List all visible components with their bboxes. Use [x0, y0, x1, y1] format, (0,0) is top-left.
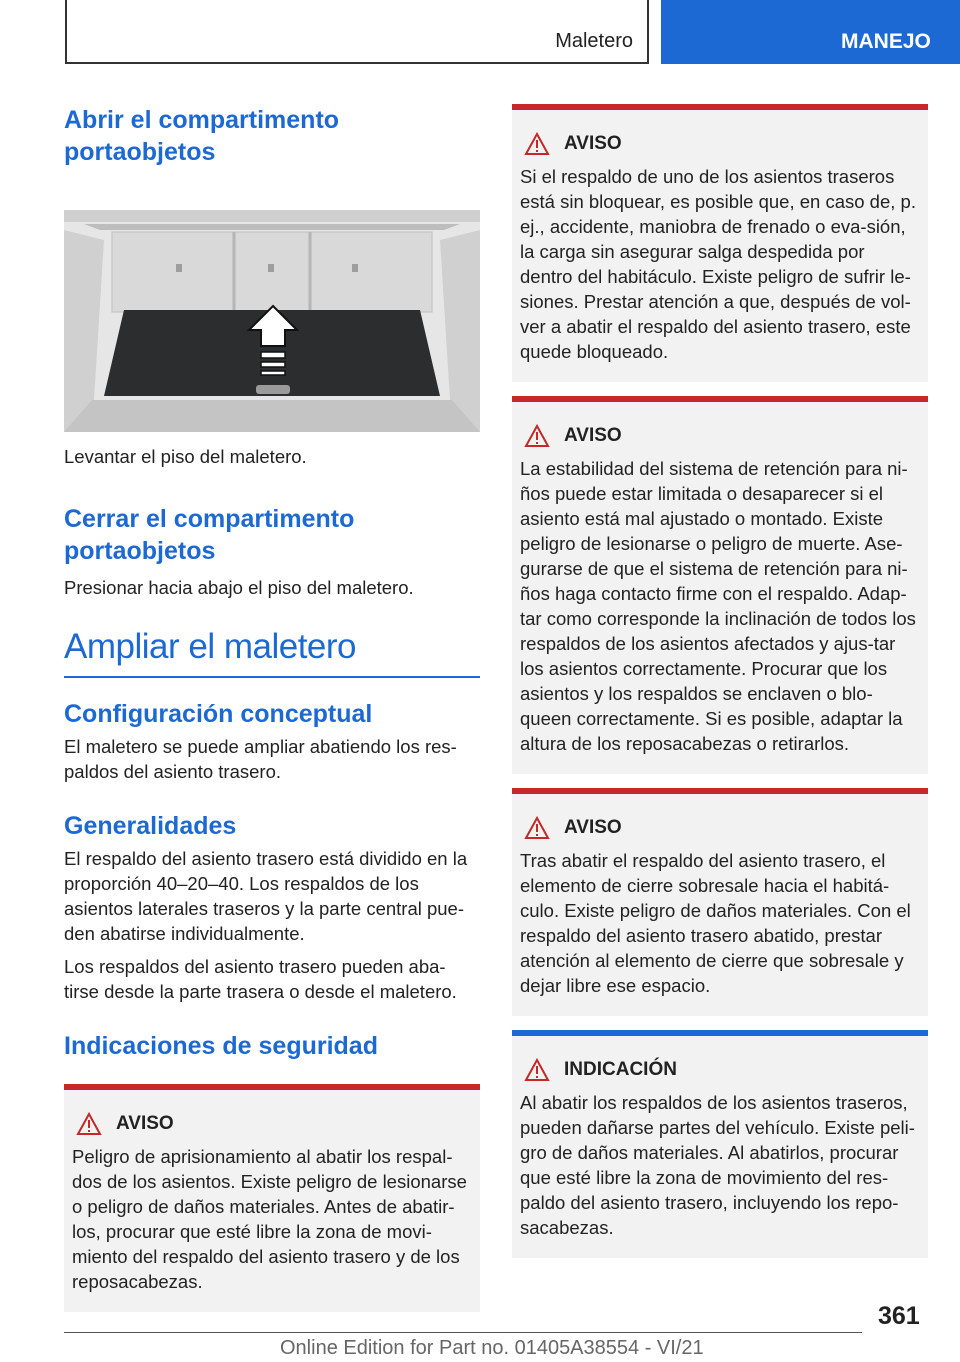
left-column [64, 104, 480, 1312]
general-text-2: Los respaldos del asiento trasero pueden aba-tirse desde la parte trasera o desde el maletero. [64, 956, 457, 1002]
header-section-title: Maletero [555, 30, 633, 52]
footer-divider [64, 1332, 862, 1333]
warning-triangle-icon [524, 132, 550, 156]
section-main-title: Ampliar el maletero [64, 626, 480, 678]
warning-header [520, 816, 920, 840]
footer-edition: Online Edition for Part no. 01405A38554 - VI/21 [280, 1337, 704, 1359]
warning-triangle-icon [524, 816, 550, 840]
concept-text: El maletero se puede ampliar abatiendo los res-paldos del asiento trasero. [64, 736, 457, 782]
warning-text: La estabilidad del sistema de retención para ni-ños puede estar limitada o desaparecer si el asiento está mal ajustado o montado. Existe peligro de lesionarse o peligro de muerte. Ase-gurarse de que el sistema de retención para ni-ños haga contacto firme con el respaldo. Adap-tar como corresponde la inclinación de todos los respaldos de los asientos afectados y ajus-tar los asientos correctamente. Procurar que los asientos y los respaldos se enclaven o blo-queen correctamente. Si es posible, adaptar la altura de los reposacabezas o retirarlos. [520, 458, 916, 754]
warning-label: AVISO [116, 1113, 174, 1134]
chapter-tab[interactable]: MANEJO [661, 0, 960, 64]
warning-text: Tras abatir el respaldo del asiento trasero, el elemento de cierre sobresale hacia el habitá-culo. Existe peligro de daños materiales. Con el respaldo del asiento trasero abatido, prestar atención al elemento de cierre que sobresale y dejar libre ese espacio. [520, 850, 911, 996]
warning-box-3 [512, 788, 928, 1016]
close-compartment-heading: Cerrar el compartimento portaobjetos [64, 505, 355, 565]
indication-label: INDICACIÓN [564, 1059, 677, 1080]
warning-text: Si el respaldo de uno de los asientos traseros está sin bloquear, es posible que, en caso de, p. ej., accidente, maniobra de frenado o eva-sión, la carga sin asegurar salga despedida por dentro del habitáculo. Existe peligro de sufrir le-siones. Prestar atención a que, después de vol-ver a abatir el respaldo del asiento trasero, este quede bloqueado. [520, 166, 916, 362]
right-column [512, 104, 928, 1258]
warning-triangle-icon [524, 424, 550, 448]
warning-header [520, 132, 920, 156]
warning-box-1 [512, 104, 928, 382]
trunk-illustration [64, 210, 480, 432]
page-number: 361 [878, 1302, 920, 1330]
indication-header [520, 1058, 920, 1082]
warning-box-2 [512, 396, 928, 774]
trunk-floor-figure [64, 210, 480, 432]
figure-caption: Levantar el piso del maletero. [64, 446, 307, 467]
warning-label: AVISO [564, 133, 622, 154]
general-heading: Generalidades [64, 812, 237, 840]
warning-triangle-icon [524, 1058, 550, 1082]
indication-text: Al abatir los respaldos de los asientos traseros, pueden dañarse partes del vehículo. Existe peli-gro de daños materiales. Al abatirlos, procurar que esté libre la zona de movimiento del res-paldo del asiento trasero, incluyendo los repo-sacabezas. [520, 1092, 915, 1238]
warning-header [520, 424, 920, 448]
warning-header [72, 1112, 472, 1136]
header-bar [65, 0, 649, 64]
general-text-1: El respaldo del asiento trasero está dividido en la proporción 40–20–40. Los respaldos de los asientos laterales traseros y la parte central pue-den abatirse individualmente. [64, 848, 468, 944]
open-compartment-heading: Abrir el compartimento portaobjetos [64, 106, 340, 166]
warning-label: AVISO [564, 817, 622, 838]
warning-triangle-icon [76, 1112, 102, 1136]
concept-heading: Configuración conceptual [64, 700, 373, 728]
indication-box [512, 1030, 928, 1258]
safety-heading: Indicaciones de seguridad [64, 1032, 378, 1060]
warning-text: Peligro de aprisionamiento al abatir los respal-dos de los asientos. Existe peligro de lesionarse o peligro de daños materiales. Antes de abatir-los, procurar que esté libre la zona de movi-miento del respaldo del asiento trasero y de los reposacabezas. [72, 1146, 467, 1292]
warning-label: AVISO [564, 425, 622, 446]
close-compartment-text: Presionar hacia abajo el piso del maletero. [64, 577, 414, 598]
safety-warning-box [64, 1084, 480, 1312]
